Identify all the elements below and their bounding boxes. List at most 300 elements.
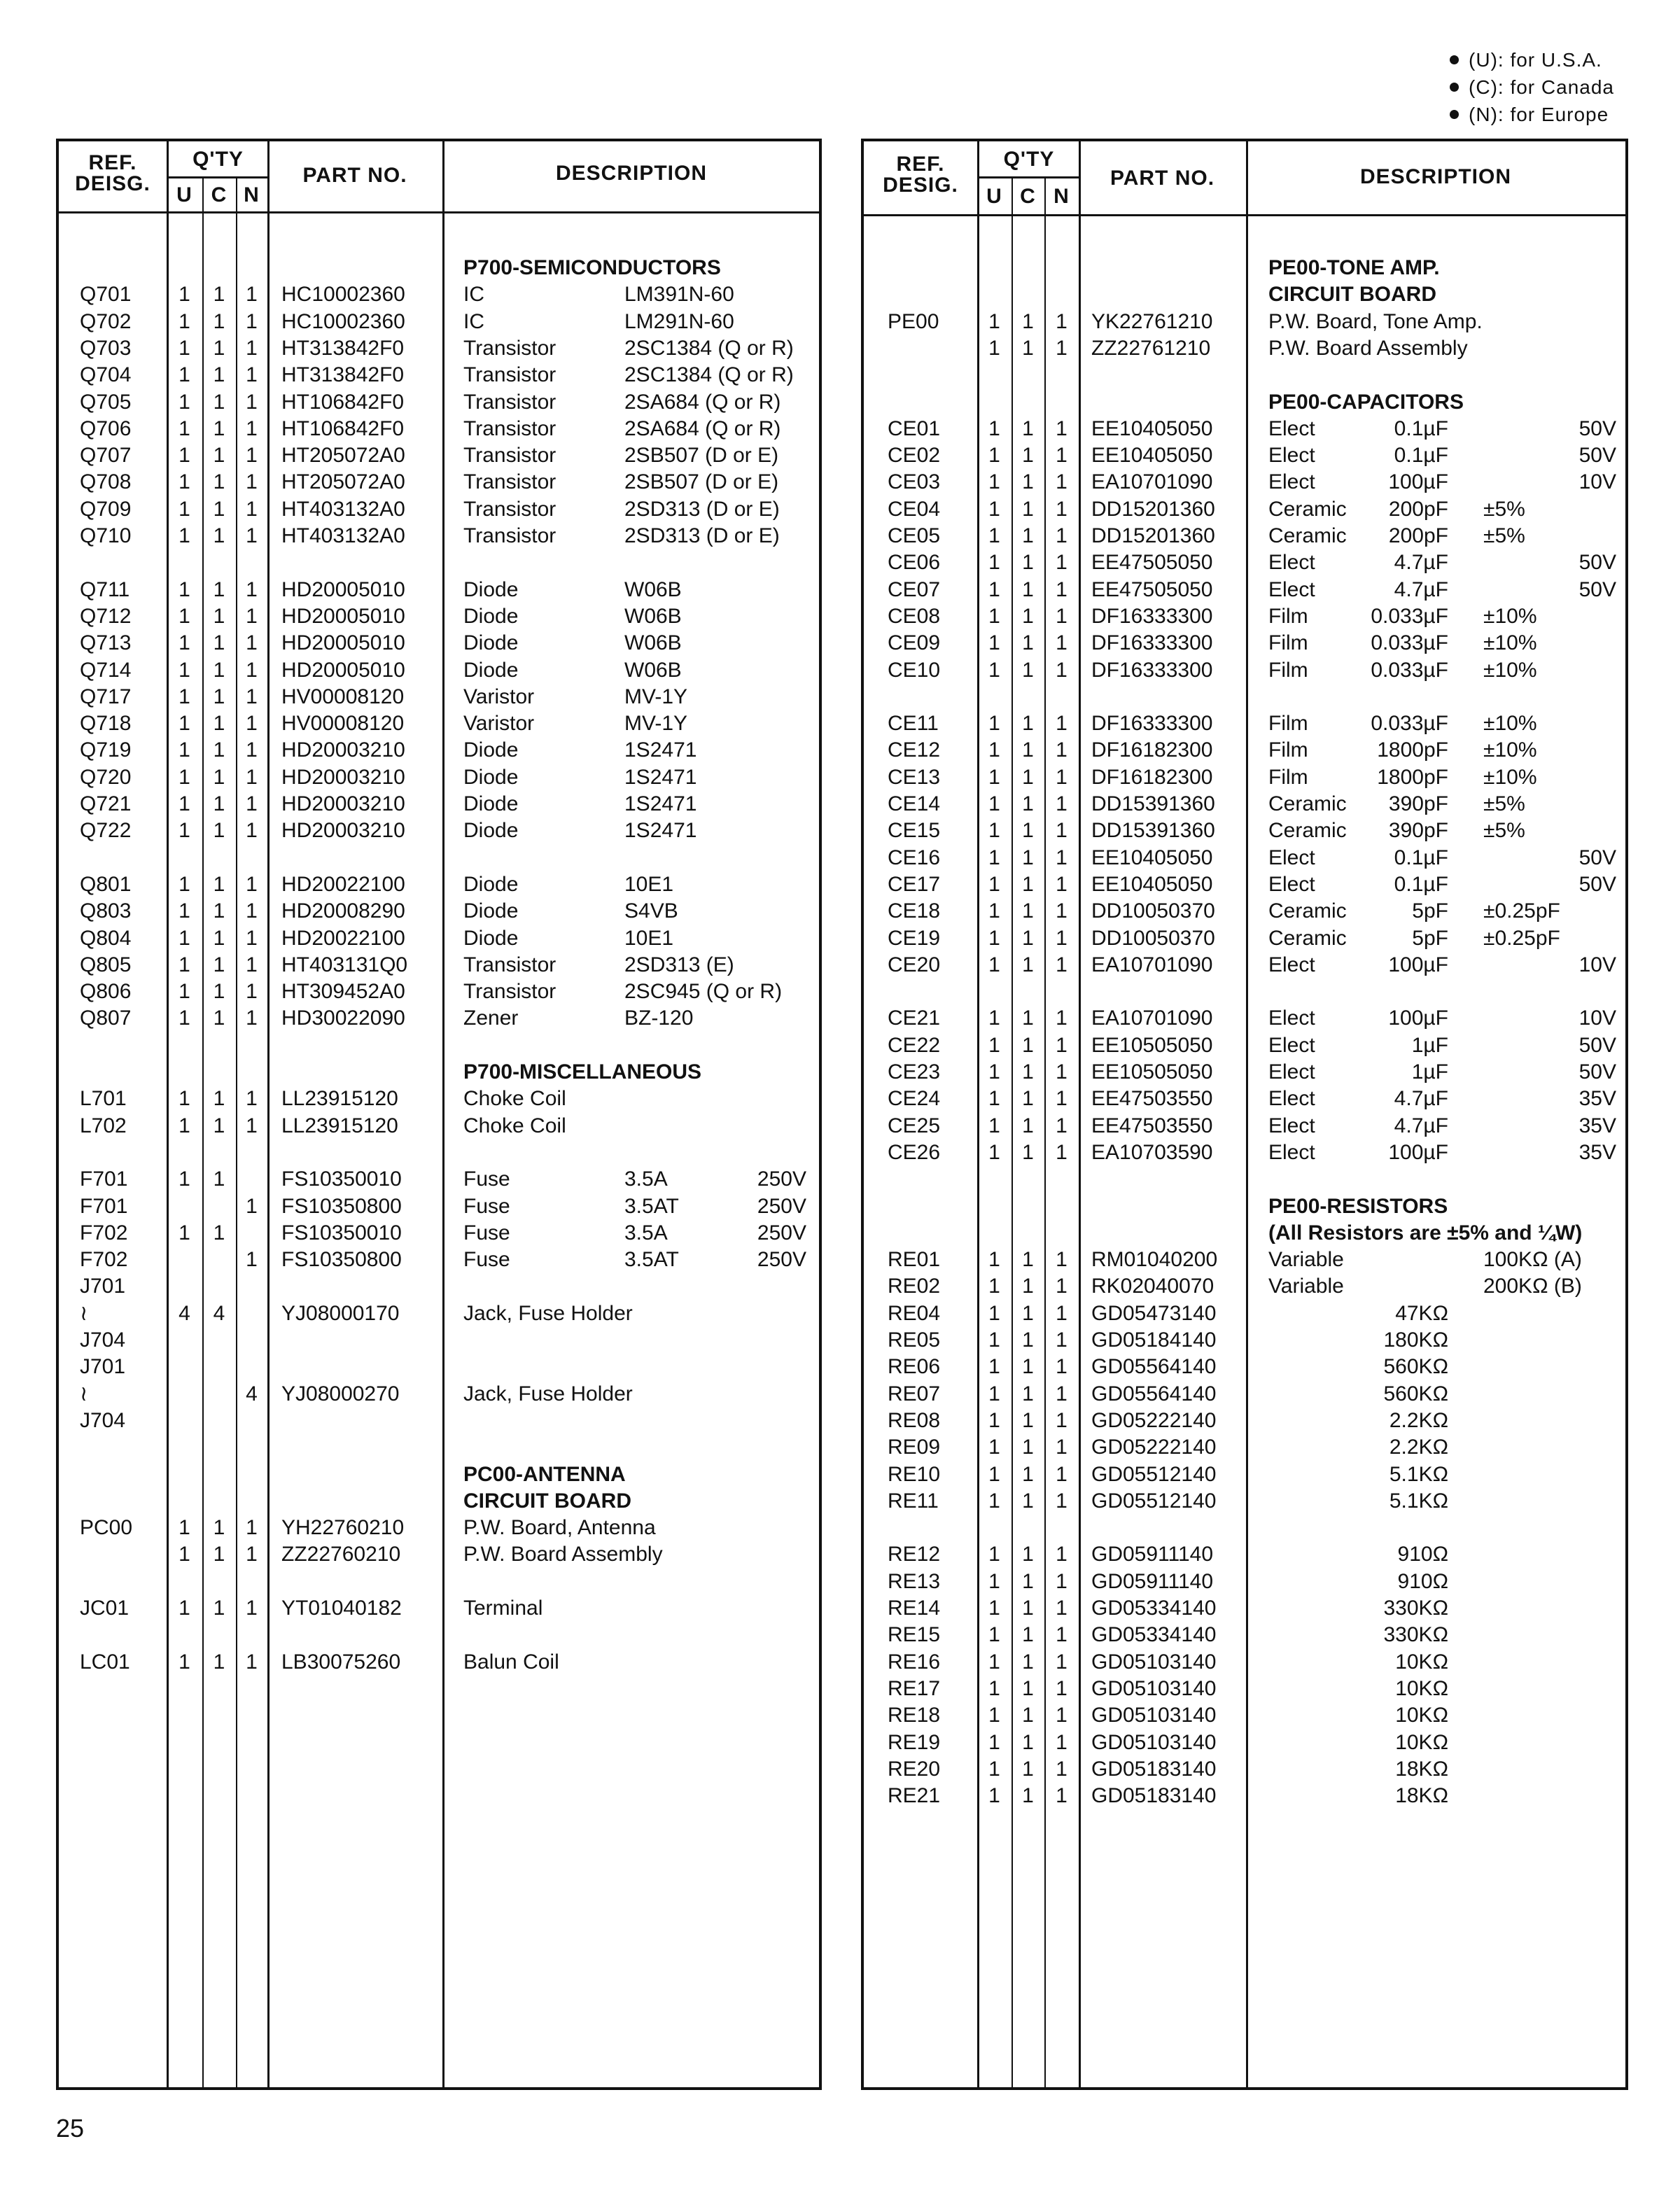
cell-n: 1 <box>246 416 258 440</box>
cell-part: HD20008290 <box>281 899 405 923</box>
cell-n: 1 <box>246 363 258 387</box>
cell-d2: 200pF <box>1388 497 1448 521</box>
cell-u: 1 <box>988 1140 1000 1164</box>
cell-ref: CE26 <box>888 1140 941 1164</box>
cell-d2: 3.5AT <box>624 1194 679 1218</box>
cell-ref: Q801 <box>80 872 132 896</box>
page-number: 25 <box>56 2114 85 2143</box>
parts-table-left <box>56 139 822 2090</box>
table-row <box>864 1273 1625 1300</box>
cell-c: 1 <box>213 1167 225 1191</box>
cell-c: 1 <box>213 336 225 360</box>
region-legend <box>1450 46 1614 128</box>
cell-part: YK22761210 <box>1091 309 1213 333</box>
cell-n: 1 <box>1056 1623 1068 1647</box>
cell-part: HD20003210 <box>281 738 405 762</box>
cell-ref: CE03 <box>888 470 941 494</box>
cell-part: GD05512140 <box>1091 1489 1217 1513</box>
cell-u: 1 <box>178 363 190 387</box>
table-row <box>864 1488 1625 1515</box>
table-row <box>864 496 1625 523</box>
table-row <box>864 791 1625 818</box>
cell-d2: 0.1µF <box>1394 846 1448 869</box>
table-row <box>59 1649 819 1676</box>
cell-part: GD05512140 <box>1091 1462 1217 1486</box>
cell-d3: ±5% <box>1483 819 1525 843</box>
cell-n: 1 <box>246 631 258 655</box>
table-row <box>864 1059 1625 1086</box>
table-row <box>59 1113 819 1139</box>
cell-d1: Ceramic <box>1268 524 1347 547</box>
table-row <box>864 1354 1625 1380</box>
cell-n: 1 <box>246 899 258 923</box>
cell-ref: RE02 <box>888 1275 941 1298</box>
cell-part: HD20005010 <box>281 658 405 682</box>
cell-n: 1 <box>1056 309 1068 333</box>
cell-part: EE10405050 <box>1091 416 1213 440</box>
cell-part: GD05911140 <box>1091 1543 1214 1566</box>
cell-ref: CE25 <box>888 1114 941 1137</box>
cell-d2: 1S2471 <box>624 738 697 762</box>
cell-c: 1 <box>213 872 225 896</box>
cell-n: 4 <box>246 1382 258 1405</box>
cell-d2: 0.1µF <box>1394 872 1448 896</box>
cell-part: YJ08000270 <box>281 1382 400 1405</box>
cell-n: 1 <box>246 390 258 414</box>
table-row <box>864 1247 1625 1273</box>
cell-part: FS10350800 <box>281 1194 402 1218</box>
cell-d2: 18KΩ <box>1395 1784 1448 1808</box>
cell-part: GD05222140 <box>1091 1408 1217 1432</box>
cell-n: 1 <box>1056 1676 1068 1700</box>
cell-ref: CE16 <box>888 846 941 869</box>
cell-d2: 0.1µF <box>1394 416 1448 440</box>
cell-u: 1 <box>178 336 190 360</box>
cell-d1: Film <box>1268 738 1308 762</box>
table-row <box>864 1300 1625 1327</box>
cell-d2: 2SD313 (D or E) <box>624 524 780 547</box>
legend-item: (U): for U.S.A. <box>1450 46 1614 73</box>
cell-c: 1 <box>1022 1650 1034 1674</box>
cell-ref: RE14 <box>888 1597 941 1620</box>
cell-d2: LM291N-60 <box>624 309 734 333</box>
cell-n: 1 <box>1056 416 1068 440</box>
cell-c: 1 <box>1022 551 1034 575</box>
section-heading <box>864 1193 1625 1220</box>
cell-part: RM01040200 <box>1091 1248 1218 1272</box>
cell-d2: 390pF <box>1388 819 1448 843</box>
section-title: P700-MISCELLANEOUS <box>463 1060 702 1084</box>
table-row <box>864 416 1625 442</box>
cell-ref: Q714 <box>80 658 132 682</box>
cell-d2: 4.7µF <box>1394 577 1448 601</box>
cell-ref: CE11 <box>888 712 939 736</box>
cell-c: 1 <box>1022 444 1034 468</box>
cell-d1: Elect <box>1268 1060 1315 1084</box>
cell-c: 1 <box>213 363 225 387</box>
table-row <box>864 630 1625 657</box>
cell-part: HD20005010 <box>281 604 405 628</box>
cell-ref: Q710 <box>80 524 132 547</box>
cell-c: 1 <box>213 577 225 601</box>
cell-n: 1 <box>1056 1704 1068 1727</box>
cell-n: 1 <box>246 1194 258 1218</box>
cell-n: 1 <box>1056 1569 1068 1593</box>
cell-u: 1 <box>988 1328 1000 1352</box>
cell-part: HT313842F0 <box>281 363 405 387</box>
cell-d1: Jack, Fuse Holder <box>463 1301 633 1325</box>
cell-n: 1 <box>246 577 258 601</box>
table-row <box>864 1086 1625 1112</box>
cell-ref: CE10 <box>888 658 941 682</box>
table-row <box>59 335 819 362</box>
cell-d2: W06B <box>624 658 682 682</box>
cell-c: 1 <box>1022 309 1034 333</box>
cell-u: 1 <box>988 1060 1000 1084</box>
cell-d2: 5pF <box>1412 899 1448 923</box>
cell-part: GD05103140 <box>1091 1650 1217 1674</box>
cell-d2: 10KΩ <box>1395 1730 1448 1754</box>
cell-c: 1 <box>213 309 225 333</box>
table-row <box>864 1327 1625 1354</box>
cell-d2: 0.033µF <box>1371 712 1448 736</box>
cell-d1: Elect <box>1268 551 1315 575</box>
cell-d2: 5.1KΩ <box>1389 1489 1448 1513</box>
cell-part: GD05103140 <box>1091 1676 1217 1700</box>
table-row <box>864 1541 1625 1568</box>
cell-d2: 330KΩ <box>1383 1623 1448 1647</box>
cell-n: 1 <box>1056 1033 1068 1057</box>
cell-d1: Transistor <box>463 390 556 414</box>
cell-n: 1 <box>246 1516 258 1540</box>
table-row <box>864 1032 1625 1059</box>
cell-u: 1 <box>988 1382 1000 1405</box>
cell-d2: 0.033µF <box>1371 631 1448 655</box>
cell-c: 1 <box>1022 1704 1034 1727</box>
cell-c: 1 <box>1022 631 1034 655</box>
cell-d1: Film <box>1268 631 1308 655</box>
cell-part: EA10703590 <box>1091 1140 1213 1164</box>
cell-c: 1 <box>1022 1730 1034 1754</box>
cell-ref: CE04 <box>888 497 941 521</box>
cell-c: 1 <box>213 1007 225 1030</box>
cell-c: 1 <box>213 604 225 628</box>
table-row <box>864 925 1625 952</box>
cell-c: 1 <box>213 470 225 494</box>
table-row <box>59 737 819 764</box>
cell-d1: Fuse <box>463 1221 510 1244</box>
cell-u: 1 <box>988 1730 1000 1754</box>
cell-d1: Diode <box>463 577 519 601</box>
cell-ref: CE01 <box>888 416 941 440</box>
cell-ref: RE11 <box>888 1489 939 1513</box>
cell-u: 1 <box>178 1221 190 1244</box>
cell-part: HT403131Q0 <box>281 953 408 976</box>
cell-part: EE10505050 <box>1091 1033 1213 1057</box>
cell-d1: Transistor <box>463 497 556 521</box>
table-row <box>864 1434 1625 1461</box>
cell-u: 1 <box>178 283 190 307</box>
cell-d3: ±10% <box>1483 604 1537 628</box>
cell-ref: CE15 <box>888 819 941 843</box>
part-no-header: PART NO. <box>302 164 407 187</box>
cell-c: 1 <box>213 953 225 976</box>
table-row <box>864 1676 1625 1702</box>
cell-c: 1 <box>213 1597 225 1620</box>
cell-n: 1 <box>1056 1007 1068 1030</box>
qty-divider <box>977 176 1081 178</box>
cell-d1: Fuse <box>463 1194 510 1218</box>
bullet-icon <box>1450 110 1459 119</box>
cell-u: 1 <box>178 1650 190 1674</box>
cell-u: 1 <box>178 631 190 655</box>
table-row <box>864 1756 1625 1783</box>
cell-d1: Ceramic <box>1268 792 1347 815</box>
bullet-icon <box>1450 55 1459 64</box>
cell-u: 1 <box>988 1436 1000 1459</box>
cell-part: EE47503550 <box>1091 1087 1213 1111</box>
cell-n: 1 <box>1056 1489 1068 1513</box>
qty-u-header: U <box>986 185 1002 208</box>
cell-d2: 2SA684 (Q or R) <box>624 416 781 440</box>
cell-ref: JC01 <box>80 1597 130 1620</box>
table-row <box>864 818 1625 844</box>
cell-n: 1 <box>1056 1784 1068 1808</box>
cell-u: 1 <box>988 604 1000 628</box>
cell-d2: 2SC1384 (Q or R) <box>624 336 794 360</box>
cell-part: LB30075260 <box>281 1650 401 1674</box>
cell-ref: RE17 <box>888 1676 941 1700</box>
cell-c: 1 <box>1022 1784 1034 1808</box>
table-row <box>864 442 1625 469</box>
table-row <box>864 1595 1625 1622</box>
cell-part: HD20003210 <box>281 792 405 815</box>
cell-ref: CE22 <box>888 1033 941 1057</box>
cell-ref: CE06 <box>888 551 941 575</box>
cell-d2: 330KΩ <box>1383 1597 1448 1620</box>
cell-ref: CE02 <box>888 444 941 468</box>
cell-d2: 910Ω <box>1397 1543 1448 1566</box>
cell-c: 1 <box>213 765 225 789</box>
cell-u: 1 <box>178 577 190 601</box>
legend-item: (C): for Canada <box>1450 73 1614 101</box>
cell-ref: Q806 <box>80 980 132 1004</box>
cell-part: YH22760210 <box>281 1516 405 1540</box>
ref-desig-header: REF. DESIG. <box>883 153 958 197</box>
cell-part: EA10701090 <box>1091 470 1213 494</box>
cell-n: 1 <box>1056 577 1068 601</box>
cell-part: HD20003210 <box>281 819 405 843</box>
cell-c: 1 <box>1022 497 1034 521</box>
cell-d4: 50V <box>1578 1033 1616 1057</box>
cell-d2: 5pF <box>1412 926 1448 950</box>
cell-ref: CE19 <box>888 926 941 950</box>
table-row <box>59 523 819 549</box>
cell-part: DF16333300 <box>1091 604 1213 628</box>
cell-d3: 250V <box>757 1221 806 1244</box>
cell-u: 1 <box>178 738 190 762</box>
cell-ref: RE13 <box>888 1569 941 1593</box>
table-row <box>59 952 819 979</box>
table-row <box>59 1273 819 1300</box>
cell-d1: Transistor <box>463 363 556 387</box>
section-heading <box>864 281 1625 308</box>
cell-d4: 10V <box>1578 470 1616 494</box>
cell-c: 1 <box>1022 1087 1034 1111</box>
cell-d2: W06B <box>624 577 682 601</box>
cell-part: YT01040182 <box>281 1597 402 1620</box>
cell-d1: Ceramic <box>1268 497 1347 521</box>
table-row <box>864 335 1625 362</box>
cell-ref: Q708 <box>80 470 132 494</box>
cell-part: GD05334140 <box>1091 1623 1217 1647</box>
cell-n: 1 <box>1056 631 1068 655</box>
cell-c: 1 <box>213 524 225 547</box>
cell-ref: L702 <box>80 1114 127 1137</box>
cell-d3: ±10% <box>1483 631 1537 655</box>
cell-d2: 200pF <box>1388 524 1448 547</box>
cell-d2: 0.033µF <box>1371 604 1448 628</box>
cell-ref: RE20 <box>888 1757 941 1781</box>
cell-part: GD05564140 <box>1091 1382 1217 1405</box>
cell-d1: Diode <box>463 792 519 815</box>
qty-u-header: U <box>176 183 192 206</box>
cell-u: 1 <box>988 1704 1000 1727</box>
cell-part: DD10050370 <box>1091 926 1215 950</box>
cell-ref: RE07 <box>888 1382 941 1405</box>
cell-ref: CE05 <box>888 524 941 547</box>
section-title: CIRCUIT BOARD <box>1268 283 1436 307</box>
cell-d4: 10V <box>1578 953 1616 976</box>
cell-ref: Q719 <box>80 738 132 762</box>
qty-header: Q'TY <box>192 148 244 171</box>
cell-u: 1 <box>988 524 1000 547</box>
cell-n: 1 <box>246 765 258 789</box>
cell-n: 1 <box>1056 1275 1068 1298</box>
cell-ref: RE06 <box>888 1355 941 1379</box>
table-row <box>864 764 1625 791</box>
cell-c: 1 <box>1022 1757 1034 1781</box>
cell-part: EA10701090 <box>1091 953 1213 976</box>
cell-d2: 3.5A <box>624 1221 668 1244</box>
table-row <box>59 389 819 416</box>
cell-d2: LM391N-60 <box>624 283 734 307</box>
table-row <box>864 577 1625 603</box>
cell-n: 1 <box>246 1543 258 1566</box>
table-row <box>864 1730 1625 1756</box>
cell-c: 1 <box>213 1114 225 1137</box>
cell-ref: CE21 <box>888 1007 941 1030</box>
cell-n: 1 <box>1056 1140 1068 1164</box>
cell-ref: Q712 <box>80 604 132 628</box>
cell-ref: Q704 <box>80 363 132 387</box>
section-heading <box>864 1220 1625 1247</box>
cell-ref: Q804 <box>80 926 132 950</box>
cell-c: 1 <box>1022 1355 1034 1379</box>
section-title: CIRCUIT BOARD <box>463 1489 631 1513</box>
cell-n: 1 <box>1056 1436 1068 1459</box>
cell-u: 1 <box>988 444 1000 468</box>
cell-d1: Diode <box>463 819 519 843</box>
cell-n: 1 <box>1056 336 1068 360</box>
cell-u: 1 <box>988 577 1000 601</box>
cell-d1: Film <box>1268 604 1308 628</box>
cell-part: ZZ22761210 <box>1091 336 1211 360</box>
table-row <box>59 1381 819 1408</box>
cell-part: GD05184140 <box>1091 1328 1217 1352</box>
cell-d1: P.W. Board Assembly <box>463 1543 663 1566</box>
cell-n: 1 <box>1056 1382 1068 1405</box>
section-title: PC00-ANTENNA <box>463 1462 626 1486</box>
cell-d2: 10KΩ <box>1395 1676 1448 1700</box>
cell-d2: 2.2KΩ <box>1389 1408 1448 1432</box>
cell-d2: 1800pF <box>1377 765 1448 789</box>
cell-d2: 2SD313 (E) <box>624 953 734 976</box>
table-row <box>864 657 1625 684</box>
table-row <box>59 1220 819 1247</box>
table-row <box>59 1408 819 1434</box>
cell-u: 1 <box>178 1087 190 1111</box>
table-row <box>59 1327 819 1354</box>
cell-u: 1 <box>988 1569 1000 1593</box>
table-row <box>59 764 819 791</box>
table-row <box>59 1300 819 1327</box>
cell-u: 1 <box>988 765 1000 789</box>
cell-ref: Q705 <box>80 390 132 414</box>
table-row <box>864 898 1625 925</box>
table-row <box>864 1113 1625 1139</box>
cell-part: ZZ22760210 <box>281 1543 401 1566</box>
cell-d3: 200KΩ (B) <box>1483 1275 1582 1298</box>
cell-d2: 5.1KΩ <box>1389 1462 1448 1486</box>
cell-ref: CE12 <box>888 738 941 762</box>
cell-n: 1 <box>1056 1408 1068 1432</box>
cell-d1: Transistor <box>463 980 556 1004</box>
cell-d3: ±0.25pF <box>1483 926 1560 950</box>
table-row <box>864 549 1625 576</box>
table-row <box>864 309 1625 335</box>
cell-d4: 50V <box>1578 577 1616 601</box>
cell-d2: W06B <box>624 604 682 628</box>
cell-d2: 10KΩ <box>1395 1650 1448 1674</box>
cell-n: 1 <box>1056 1060 1068 1084</box>
cell-d1: P.W. Board, Antenna <box>463 1516 656 1540</box>
cell-n: 1 <box>246 1007 258 1030</box>
cell-d1: Ceramic <box>1268 926 1347 950</box>
cell-n: 1 <box>1056 1462 1068 1486</box>
cell-c: 1 <box>1022 1033 1034 1057</box>
cell-d2: 10KΩ <box>1395 1704 1448 1727</box>
cell-part: FS10350010 <box>281 1167 402 1191</box>
cell-d1: Elect <box>1268 1114 1315 1137</box>
cell-d2: MV-1Y <box>624 712 688 736</box>
cell-ref: PE00 <box>888 309 939 333</box>
cell-d2: 560KΩ <box>1383 1382 1448 1405</box>
table-row <box>864 737 1625 764</box>
cell-c: 1 <box>1022 470 1034 494</box>
cell-c: 1 <box>213 926 225 950</box>
cell-u: 1 <box>988 497 1000 521</box>
cell-c: 1 <box>213 283 225 307</box>
cell-c: 1 <box>213 980 225 1004</box>
cell-d1: Elect <box>1268 846 1315 869</box>
cell-part: DD10050370 <box>1091 899 1215 923</box>
cell-c: 1 <box>1022 792 1034 815</box>
cell-c: 1 <box>1022 1489 1034 1513</box>
cell-c: 1 <box>1022 926 1034 950</box>
cell-ref: L701 <box>80 1087 127 1111</box>
cell-c: 1 <box>1022 604 1034 628</box>
